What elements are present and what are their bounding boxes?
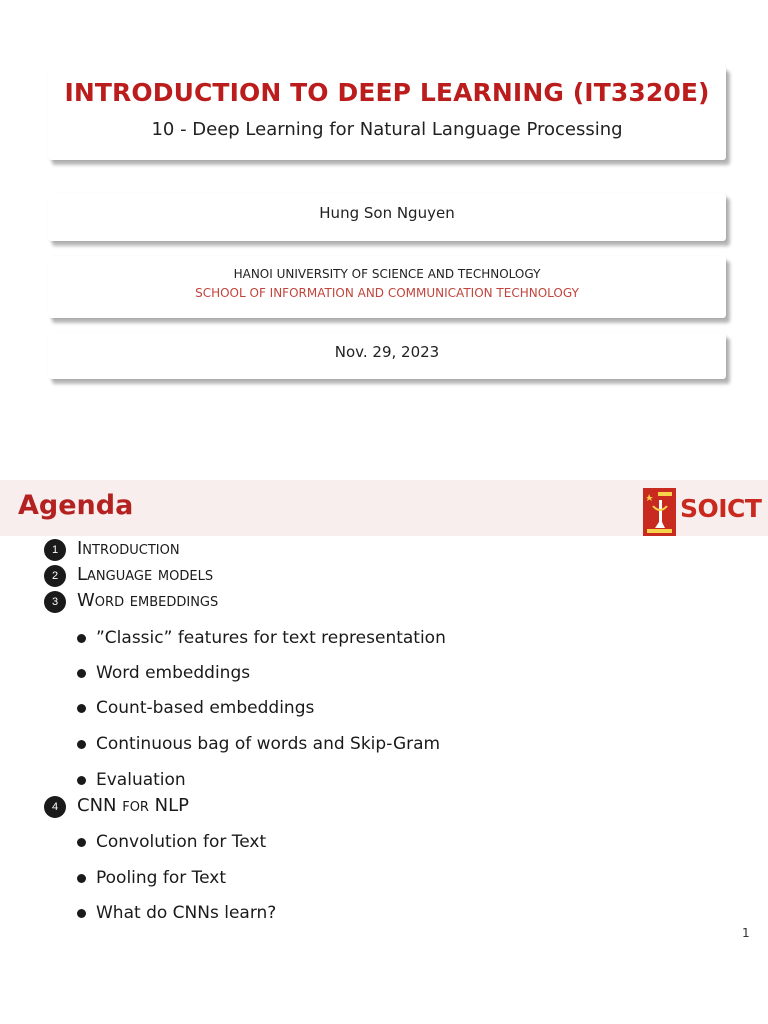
bullet-icon [77,776,86,785]
bullet-icon [77,634,86,643]
agenda-title: Agenda [18,490,134,521]
section-label: Word embeddings [77,590,219,611]
page-number: 1 [742,926,750,940]
author-card [48,193,726,241]
section-label: Language models [77,564,214,585]
bullet-icon [77,838,86,847]
bullet-icon [77,874,86,883]
subitem-label: Continuous bag of words and Skip-Gram [96,734,441,754]
subitem-label: Evaluation [96,770,186,790]
bullet-icon [77,669,86,678]
school-name: SCHOOL OF INFORMATION AND COMMUNICATION TECHNOLOGY [195,286,579,300]
title-card [48,66,726,160]
university-name: HANOI UNIVERSITY OF SCIENCE AND TECHNOLOGY [233,267,541,281]
date-card [48,333,726,379]
subitem-label: Pooling for Text [96,868,227,888]
section-label: CNN for NLP [77,795,190,816]
institution-card [48,256,726,318]
lecture-subtitle: 10 - Deep Learning for Natural Language Processing [151,119,623,140]
bullet-icon [77,909,86,918]
subitem-label: What do CNNs learn? [96,903,277,923]
section-number-badge: 4 [44,796,66,818]
agenda-header-bar [0,480,768,536]
lecture-date: Nov. 29, 2023 [334,343,440,361]
section-number-badge: 1 [44,539,66,561]
bullet-icon [77,704,86,713]
soict-logo [643,488,761,536]
subitem-label: Count-based embeddings [96,698,315,718]
bullet-icon [77,740,86,749]
section-number-badge: 2 [44,565,66,587]
subitem-label: Word embeddings [96,663,251,683]
course-title: INTRODUCTION TO DEEP LEARNING (IT3320E) [64,78,710,107]
logo-text: SOICT [680,494,762,523]
subitem-label: Convolution for Text [96,832,267,852]
section-label: Introduction [77,538,180,559]
university-emblem-icon [643,488,676,536]
section-number-badge: 3 [44,591,66,613]
subitem-label: ”Classic” features for text representation [96,628,446,648]
author-name: Hung Son Nguyen [319,204,455,222]
